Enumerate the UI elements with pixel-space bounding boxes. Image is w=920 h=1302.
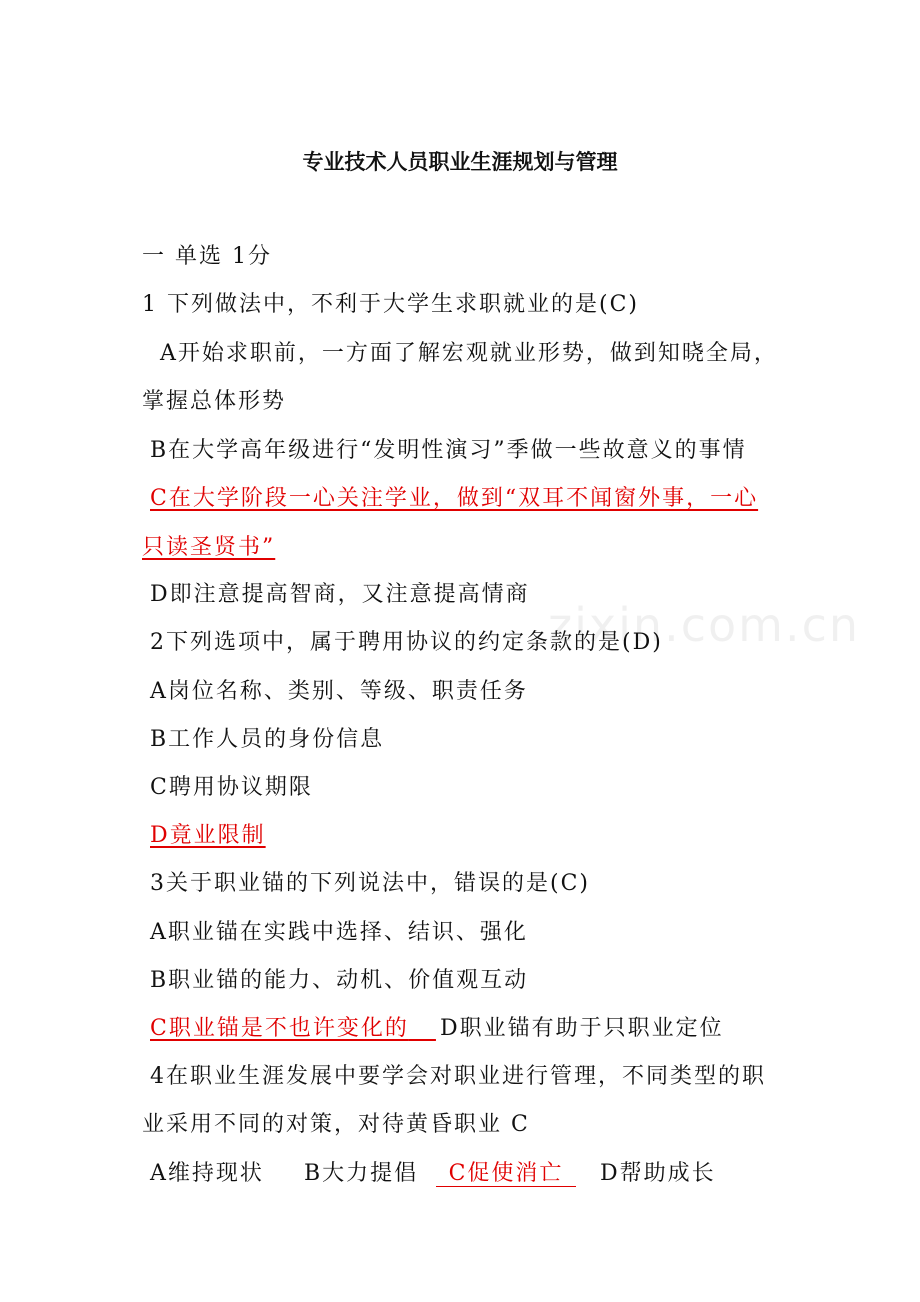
watermark: zixin.com.cn (548, 598, 861, 652)
page-title: 专业技术人员职业生涯规划与管理 (302, 150, 618, 174)
question-4-option-d: D帮助成长 (600, 1161, 716, 1186)
question-4-stem-line1: 4在职业生涯发展中要学会对职业进行管理，不同类型的职 (150, 1064, 766, 1089)
question-3-stem: 3关于职业锚的下列说法中，错误的是(C) (150, 871, 590, 896)
question-2-stem: 2下列选项中，属于聘用协议的约定条款的是(D) (150, 630, 663, 655)
question-2-option-b: B工作人员的身份信息 (150, 727, 385, 752)
question-4-stem-line2: 业采用不同的对策，对待黄昏职业 C (142, 1112, 530, 1137)
question-1-option-a-line1: A开始求职前，一方面了解宏观就业形势，做到知晓全局， (160, 341, 778, 366)
question-3-option-a: A职业锚在实践中选择、结识、强化 (150, 920, 528, 945)
question-1-option-a-line2: 掌握总体形势 (142, 389, 287, 414)
question-2-option-a: A岗位名称、类别、等级、职责任务 (150, 679, 528, 704)
question-1-option-d: D即注意提高智商，又注意提高情商 (150, 582, 530, 607)
question-3-option-d: D职业锚有助于只职业定位 (440, 1016, 724, 1041)
question-2-option-c: C聘用协议期限 (150, 775, 313, 800)
question-4-option-c-text: C促使消亡 (448, 1161, 564, 1186)
question-1-option-c-line2: 只读圣贤书” (142, 535, 276, 560)
question-4-option-b: B大力提倡 (304, 1161, 419, 1186)
question-1-option-b: B在大学高年级进行“发明性演习”季做一些故意义的事情 (150, 438, 747, 463)
question-3-option-c (150, 1014, 436, 1044)
question-3-option-b: B职业锚的能力、动机、价值观互动 (150, 968, 529, 993)
question-1-stem: 1 下列做法中，不利于大学生求职就业的是(C) (142, 292, 639, 317)
question-4-option-a: A维持现状 (150, 1161, 264, 1186)
question-1-option-c-line1: C在大学阶段一心关注学业，做到“双耳不闻窗外事，一心 (150, 486, 759, 511)
question-2-option-d: D竟业限制 (150, 823, 266, 848)
section-heading: 一 单选 1分 (142, 244, 272, 269)
question-4-option-c (436, 1159, 576, 1187)
question-3-option-c-text: C职业锚是不也许变化的 (150, 1016, 409, 1041)
